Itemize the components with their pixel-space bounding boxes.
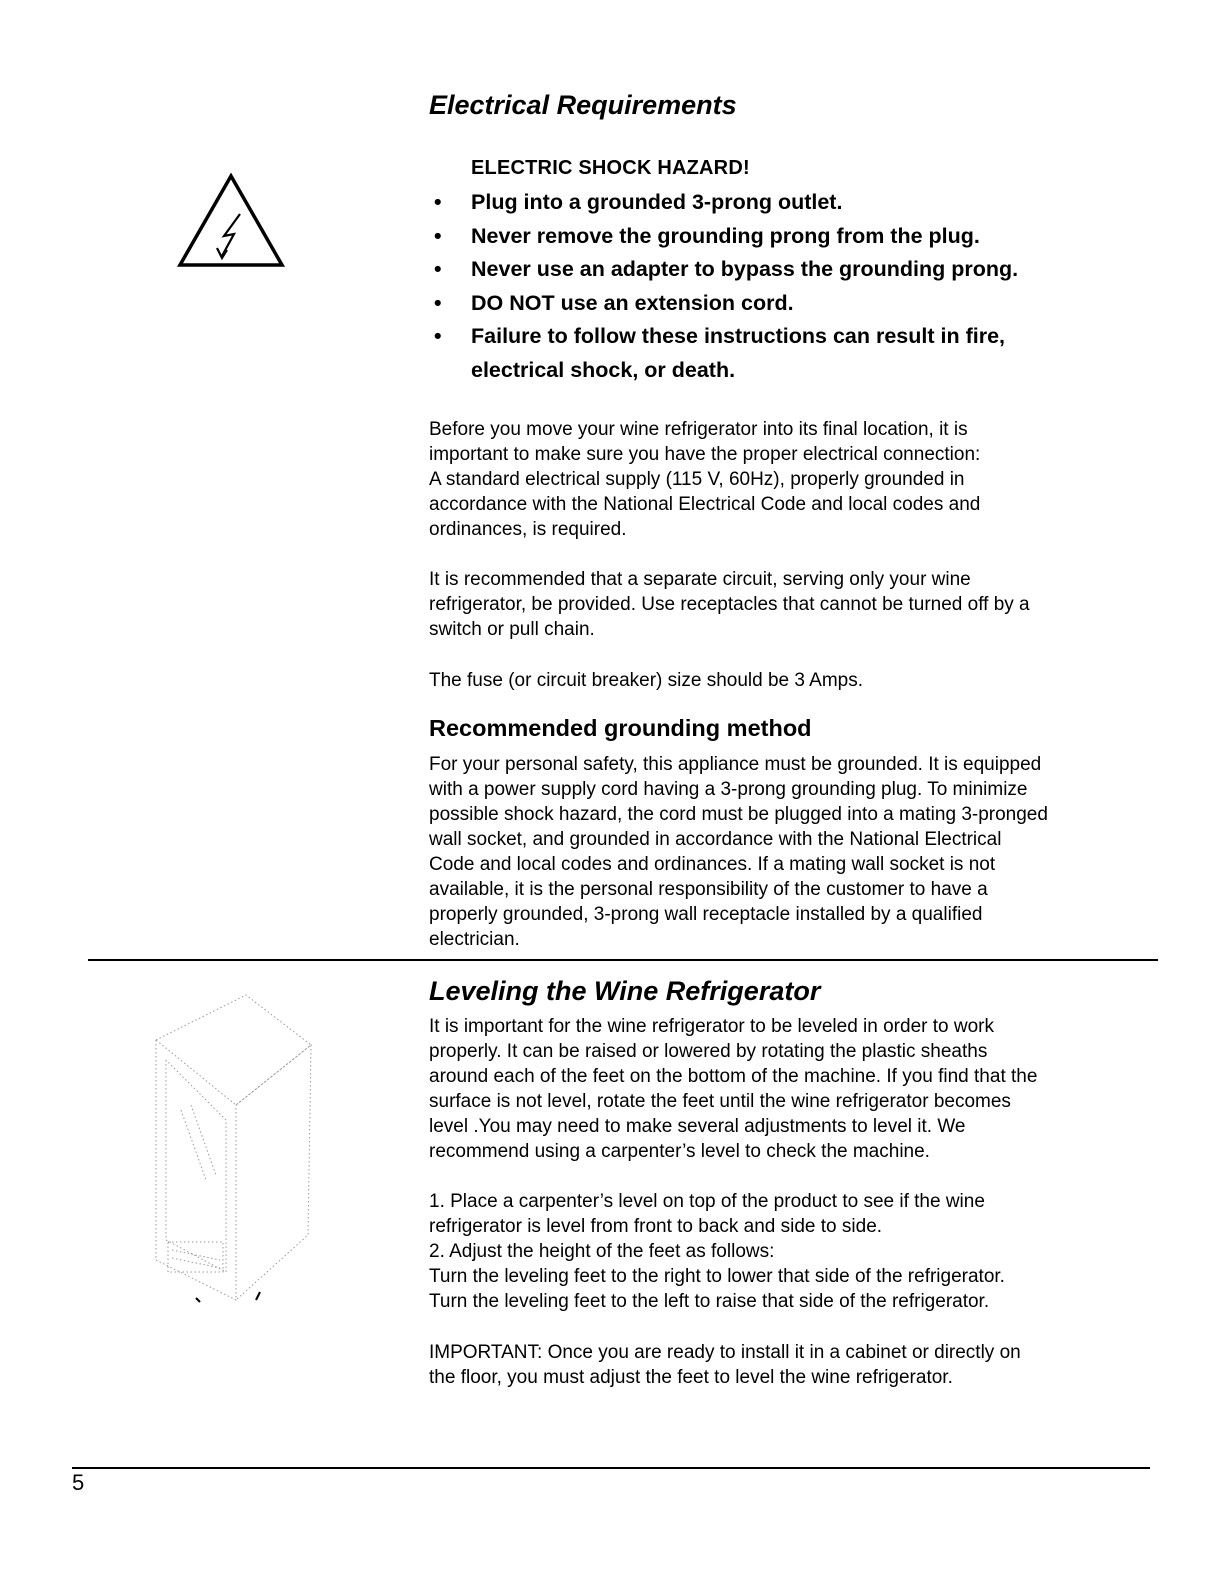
text-line: For your personal safety, this appliance must be grounded. It is equipped [429,754,1042,775]
section-divider [88,959,1158,961]
text-line: electrician. [429,929,520,950]
electric-shock-warning-icon [176,172,286,268]
grounding-method-paragraph [429,752,1169,952]
text-line: surface is not level, rotate the feet until the wine refrigerator becomes [429,1091,1011,1112]
text-line: Turn the leveling feet to the left to raise that side of the refrigerator. [429,1291,990,1312]
leveling-steps [429,1189,1169,1314]
list-item: • Never remove the grounding prong from the plug. [434,223,980,248]
separate-circuit-paragraph [429,567,1159,642]
text-line: properly grounded, 3-prong wall receptacle installed by a qualified [429,904,983,925]
page-number: 5 [72,1470,85,1495]
text-line: properly. It can be raised or lowered by rotating the plastic sheaths [429,1041,988,1062]
list-item: • Plug into a grounded 3-prong outlet. [434,190,843,214]
text-line: important to make sure you have the proper electrical connection: [429,444,981,465]
text-line: 2. Adjust the height of the feet as follows: [429,1241,775,1262]
text-line: It is important for the wine refrigerator to be leveled in order to work [429,1016,994,1037]
text-line: switch or pull chain. [429,619,595,640]
footer-rule [72,1467,1150,1469]
text-line: 1. Place a carpenter’s level on top of the product to see if the wine [429,1191,985,1212]
text-line: possible shock hazard, the cord must be plugged into a mating 3-pronged [429,804,1048,825]
leveling-heading: Leveling the Wine Refrigerator [429,976,821,1006]
electrical-connection-paragraph [429,417,1159,542]
text-line: Code and local codes and ordinances. If a mating wall socket is not [429,854,996,875]
text-line: ordinances, is required. [429,519,627,540]
text-line: IMPORTANT: Once you are ready to install it in a cabinet or directly on [429,1342,1021,1363]
text-line: refrigerator, be provided. Use receptacles that cannot be turned off by a [429,594,1030,615]
text-line: accordance with the National Electrical Code and local codes and [429,494,981,515]
text-line: refrigerator is level from front to back and side to side. [429,1216,883,1237]
text-line: It is recommended that a separate circuit, serving only your wine [429,569,971,590]
list-item: • Never use an adapter to bypass the grounding prong. [434,257,1019,281]
text-line: A standard electrical supply (115 V, 60Hz), properly grounded in [429,469,965,490]
electrical-requirements-heading: Electrical Requirements [429,90,737,120]
fuse-size-paragraph: The fuse (or circuit breaker) size should be 3 Amps. [429,670,864,691]
text-line: Turn the leveling feet to the right to lower that side of the refrigerator. [429,1266,1005,1287]
grounding-method-heading: Recommended grounding method [429,715,812,741]
text-line: around each of the feet on the bottom of the machine. If you find that the [429,1066,1038,1087]
text-line: recommend using a carpenter’s level to check the machine. [429,1141,930,1162]
text-line: level .You may need to make several adjustments to level it. We [429,1116,966,1137]
text-line: with a power supply cord having a 3-prong grounding plug. To minimize [429,779,1028,800]
text-line: the floor, you must adjust the feet to level the wine refrigerator. [429,1367,953,1388]
text-line: available, it is the personal responsibility of the customer to have a [429,879,988,900]
text-line: Before you move your wine refrigerator into its final location, it is [429,419,968,440]
important-note [429,1340,1169,1390]
hazard-bullet-list [429,186,1109,387]
list-item: • DO NOT use an extension cord. [434,290,794,315]
text-line: wall socket, and grounded in accordance with the National Electrical [429,829,1002,850]
leveling-intro-paragraph [429,1014,1169,1164]
list-item: • Failure to follow these instructions can result in fire, electrical shock, or death. [434,324,1006,382]
wine-refrigerator-illustration [136,990,326,1320]
hazard-title: ELECTRIC SHOCK HAZARD! [471,157,750,179]
